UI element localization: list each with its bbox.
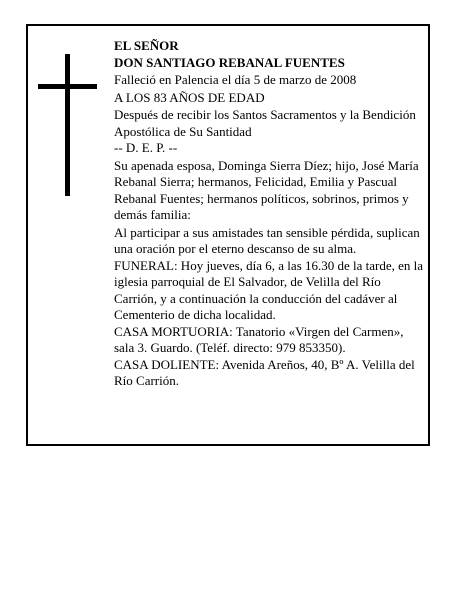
- prayer-request: Al participar a sus amistades tan sensible pérdida, suplican una oración por el eterno descanso de su alma.: [114, 224, 420, 256]
- age-statement: A LOS 83 AÑOS DE EDAD: [114, 89, 265, 105]
- obituary-text: [114, 38, 426, 390]
- sacraments-statement: Después de recibir los Santos Sacramentos y la Bendición Apostólica de Su Santidad: [114, 107, 416, 139]
- family-list: Su apenada esposa, Dominga Sierra Díez; hijo, José María Rebanal Sierra; hermanos, Felicidad, Emilia y Pascual Rebanal Fuentes; hermanos políticos, sobrinos, primos y demás familia:: [114, 157, 419, 222]
- cross-vertical-bar: [65, 54, 70, 196]
- funeral-details: FUNERAL: Hoy jueves, día 6, a las 16.30 de la tarde, en la iglesia parroquial de El Salvador, de Velilla del Río Carrión, y a continuación la conducción del cadáver al Cementerio de dicha localidad.: [114, 257, 424, 322]
- death-statement: Falleció en Palencia el día 5 de marzo de 2008: [114, 72, 357, 87]
- notice-heading: EL SEÑOR: [114, 38, 179, 53]
- cross-horizontal-bar: [38, 84, 97, 89]
- family-home-details: CASA DOLIENTE: Avenida Areños, 40, Bº A. Velilla del Río Carrión.: [114, 356, 415, 388]
- deceased-name: DON SANTIAGO REBANAL FUENTES: [114, 54, 345, 70]
- rest-in-peace: -- D. E. P. --: [114, 140, 178, 155]
- mortuary-details: CASA MORTUORIA: Tanatorio «Virgen del Carmen», sala 3. Guardo. (Teléf. directo: 979 853350).: [114, 323, 404, 355]
